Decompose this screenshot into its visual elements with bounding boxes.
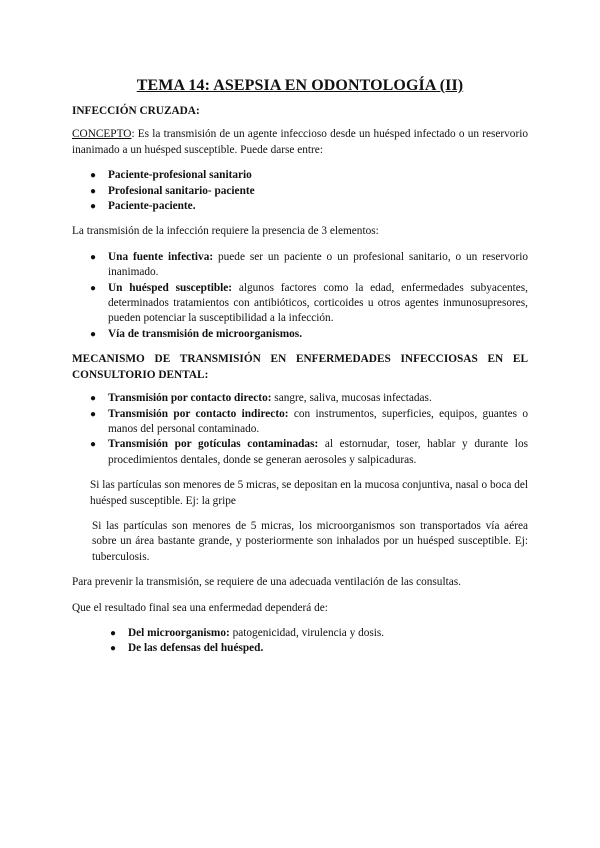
bullet-icon: ●: [90, 408, 97, 420]
list-item-bold: Vía de transmisión de microorganismos.: [108, 327, 303, 340]
bullet-icon: ●: [90, 185, 97, 197]
transmission-between-list: [72, 168, 528, 214]
bullet-icon: ●: [90, 328, 97, 340]
bullet-icon: ●: [90, 393, 97, 405]
concept-paragraph: [72, 127, 528, 158]
list-item-bold: De las defensas del huésped.: [128, 642, 264, 655]
list-item: [110, 626, 528, 641]
bullet-icon: ●: [110, 627, 117, 639]
list-item-text: puede ser un paciente o un profesional sanitario, o un reservorio inanimado.: [108, 250, 528, 279]
list-item: [90, 199, 528, 214]
section-heading-infeccion-cruzada: INFECCIÓN CRUZADA:: [72, 105, 200, 117]
list-item: [90, 168, 528, 183]
bullet-icon: ●: [90, 282, 97, 294]
bullet-icon: ●: [90, 170, 97, 182]
list-item-bold: Transmisión por contacto directo:: [108, 392, 272, 405]
list-item: [110, 641, 528, 656]
list-item: [90, 281, 528, 327]
list-item-text: con instrumentos, superficies, equipos, guantes o manos del personal contaminado.: [108, 407, 529, 435]
elements-list: [72, 250, 528, 342]
list-item-text: Paciente-paciente.: [108, 200, 196, 213]
list-item-bold: Un huésped susceptible:: [108, 281, 233, 294]
list-item-text: al estornudar, toser, hablar y durante los procedimientos dentales, donde se generan aerosoles y salpicaduras.: [108, 438, 528, 466]
list-item-bold: Transmisión por contacto indirecto:: [108, 407, 289, 420]
list-item-text: algunos factores como la edad, enfermedades subyacentes, determinados tratamientos con antibióticos, corticoides u otros agentes inmunosupresores, pueden potenciar la susceptibilidad a la infección.: [108, 281, 528, 325]
list-item: [90, 184, 528, 199]
list-item-bold: Del microorganismo:: [128, 626, 230, 639]
bullet-icon: ●: [90, 201, 97, 213]
list-item-text: patogenicidad, virulencia y dosis.: [229, 626, 385, 639]
section-heading-mecanismo: MECANISMO DE TRANSMISIÓN EN ENFERMEDADES INFECCIOSAS EN EL CONSULTORIO DENTAL:: [72, 353, 528, 381]
particles-note-1: Si las partículas son menores de 5 micras, se depositan en la mucosa conjuntiva, nasal o boca del huésped susceptible. Ej: la gripe: [90, 479, 528, 507]
list-item-bold: Una fuente infectiva:: [108, 250, 214, 263]
page-title: TEMA 14: ASEPSIA EN ODONTOLOGÍA (II): [136, 77, 464, 94]
document-page: [72, 72, 528, 667]
particles-note-2: Si las partículas son menores de 5 micras, los microorganismos son transportados vía aérea sobre un área bastante grande, y posteriormente son inhalados por un huésped susceptible. Ej: tuberculosis.: [92, 519, 528, 563]
mechanism-list: [72, 391, 528, 468]
list-item-text: sangre, saliva, mucosas infectadas.: [271, 392, 432, 405]
concept-label: CONCEPTO: [72, 128, 132, 141]
list-item: [90, 391, 528, 406]
prevention-paragraph: Para prevenir la transmisión, se requiere de una adecuada ventilación de las consultas.: [72, 576, 461, 589]
list-item: [90, 327, 528, 342]
bullet-icon: ●: [90, 251, 97, 263]
list-item: [90, 407, 529, 438]
list-item-text: Paciente-profesional sanitario: [108, 169, 252, 182]
list-item-text: Profesional sanitario- paciente: [108, 184, 255, 197]
list-item-bold: Transmisión por gotículas contaminadas:: [108, 438, 319, 451]
result-intro: Que el resultado final sea una enfermedad dependerá de:: [72, 601, 328, 614]
list-item: [90, 250, 528, 281]
bullet-icon: ●: [90, 439, 97, 451]
bullet-icon: ●: [110, 643, 117, 655]
list-item: [90, 437, 528, 468]
concept-text: : Es la transmisión de un agente infeccioso desde un huésped infectado o un reservorio inanimado a un huésped susceptible. Puede darse entre:: [72, 128, 528, 156]
elements-intro: La transmisión de la infección requiere la presencia de 3 elementos:: [72, 225, 379, 238]
result-list: [72, 626, 528, 657]
